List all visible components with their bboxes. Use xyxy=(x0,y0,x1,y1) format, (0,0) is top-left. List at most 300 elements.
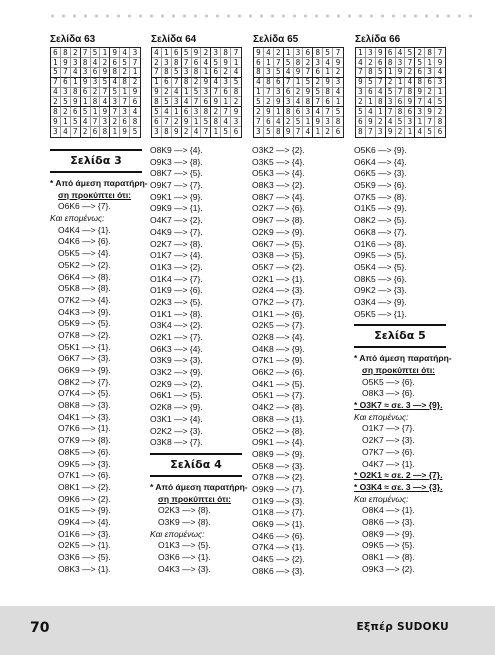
solution-step: O3K2 —> {2}. xyxy=(252,145,305,155)
grid-cell: 6 xyxy=(294,107,304,117)
grid-cell: 8 xyxy=(211,117,221,127)
solution-step: O4K1 —> {5}. xyxy=(252,378,305,389)
solution-step: O8K6 —> {3}. xyxy=(252,565,305,576)
solution-step: O4K9 —> {7}. xyxy=(150,226,203,237)
grid-cell: 7 xyxy=(333,48,343,58)
solution-step: O5K1 —> {7}. xyxy=(252,390,305,401)
solution-step: Και επομένως: xyxy=(50,213,105,224)
solution-block-65 xyxy=(253,34,344,138)
grid-cell: 6 xyxy=(162,78,172,88)
grid-cell: 5 xyxy=(356,107,366,117)
grid-cell: 2 xyxy=(366,58,376,68)
solution-step: O1K9 —> {3}. xyxy=(252,495,305,506)
grid-cell: 6 xyxy=(221,88,231,98)
solution-step: O4K3 —> {3}. xyxy=(158,563,211,574)
grid-cell: 3 xyxy=(61,88,71,98)
grid-cell: 8 xyxy=(120,78,130,88)
grid-cell: 3 xyxy=(303,107,313,117)
solution-step: O8K3 —> {2}. xyxy=(252,180,305,191)
grid-cell: 2 xyxy=(51,97,61,107)
grid-cell: 3 xyxy=(130,48,140,58)
grid-cell: 3 xyxy=(376,127,386,137)
grid-cell: 5 xyxy=(366,78,376,88)
solution-step: * O3K4 ≈ σε. 3 —> {3}. xyxy=(354,481,443,492)
grid-cell: 2 xyxy=(130,78,140,88)
solution-step: O1K3 —> {2}. xyxy=(150,261,203,272)
solution-step: O8K1 —> {8}. xyxy=(362,552,415,562)
grid-cell: 9 xyxy=(284,127,294,137)
grid-cell: 8 xyxy=(192,68,202,78)
solution-step: O2K8 —> {4}. xyxy=(252,332,305,342)
solution-step: O2K4 —> {3}. xyxy=(252,285,305,296)
grid-cell: 2 xyxy=(435,107,445,117)
grid-cell: 4 xyxy=(162,107,172,117)
grid-cell: 8 xyxy=(254,68,264,78)
grid-cell: 1 xyxy=(172,107,182,117)
grid-cell: 3 xyxy=(221,78,231,88)
solution-step: ση προκύπτει ότι: xyxy=(58,189,132,200)
grid-cell: 7 xyxy=(274,58,284,68)
grid-cell: 9 xyxy=(264,107,274,117)
solution-step: O5K5 —> {4}. xyxy=(58,248,111,259)
grid-cell: 3 xyxy=(425,68,435,78)
grid-cell: 7 xyxy=(100,88,110,98)
grid-cell: 2 xyxy=(356,97,366,107)
grid-cell: 4 xyxy=(366,107,376,117)
grid-cell: 8 xyxy=(405,88,415,98)
grid-cell: 2 xyxy=(71,48,81,58)
solution-step: O9K1 —> {9}. xyxy=(150,191,203,202)
grid-cell: 4 xyxy=(415,127,425,137)
grid-cell: 3 xyxy=(264,68,274,78)
grid-cell: 5 xyxy=(172,68,182,78)
grid-cell: 9 xyxy=(294,68,304,78)
solution-step: * Από άμεση παρατήρη- xyxy=(150,481,248,492)
grid-cell: 3 xyxy=(313,58,323,68)
grid-cell: 9 xyxy=(366,117,376,127)
solution-step: O1K9 —> {6}. xyxy=(150,285,203,296)
solution-step: O8K9 —> {4}. xyxy=(150,145,203,155)
grid-cell: 1 xyxy=(415,117,425,127)
grid-cell: 7 xyxy=(130,58,140,68)
grid-cell: 2 xyxy=(172,117,182,127)
solution-step: O4K6 —> {6}. xyxy=(58,236,111,247)
grid-cell: 2 xyxy=(396,127,406,137)
grid-cell: 9 xyxy=(152,88,162,98)
grid-cell: 5 xyxy=(294,117,304,127)
grid-cell: 2 xyxy=(91,88,101,98)
sudoku-grid xyxy=(355,47,446,138)
solution-step: O8K2 —> {5}. xyxy=(354,215,407,226)
solution-step: O8K1 —> {2}. xyxy=(58,481,111,492)
grid-cell: 6 xyxy=(335,127,341,137)
grid-cell: 8 xyxy=(182,78,192,88)
grid-cell: 8 xyxy=(231,88,241,98)
solution-step: O7K4 —> {5}. xyxy=(58,388,111,399)
solution-step: O1K1 —> {6}. xyxy=(252,308,305,319)
grid-cell: 5 xyxy=(231,78,241,88)
grid-cell: 7 xyxy=(303,68,313,78)
grid-cell: 8 xyxy=(425,48,435,58)
grid-cell: 2 xyxy=(294,88,304,98)
grid-cell: 8 xyxy=(415,78,425,88)
grid-cell: 9 xyxy=(100,68,110,78)
grid-cell: 4 xyxy=(294,97,304,107)
grid-cell: 2 xyxy=(323,127,333,137)
grid-cell: 8 xyxy=(130,117,140,127)
grid-cell: 7 xyxy=(211,88,221,98)
grid-cell: 7 xyxy=(162,117,172,127)
grid-cell: 5 xyxy=(264,127,274,137)
solution-step: ση προκύπτει ότι: xyxy=(362,365,436,375)
text-column-3 xyxy=(252,145,344,577)
text-column-2 xyxy=(150,145,248,575)
grid-cell: 4 xyxy=(231,68,241,78)
grid-cell: 6 xyxy=(366,88,376,98)
grid-cell: 6 xyxy=(264,117,274,127)
grid-cell: 6 xyxy=(254,58,264,68)
grid-cell: 3 xyxy=(254,127,264,137)
grid-cell: 6 xyxy=(71,107,81,117)
grid-cell: 4 xyxy=(435,68,445,78)
grid-cell: 7 xyxy=(254,117,264,127)
grid-cell: 8 xyxy=(91,97,101,107)
solution-step: O1K4 —> {7}. xyxy=(150,273,203,284)
grid-cell: 4 xyxy=(274,117,284,127)
grid-cell: 7 xyxy=(366,127,376,137)
grid-cell: 5 xyxy=(110,88,120,98)
grid-cell: 1 xyxy=(61,117,71,127)
solution-step: O7K6 —> {1}. xyxy=(58,423,111,434)
grid-cell: 4 xyxy=(81,117,91,127)
solution-step: O4K1 —> {3}. xyxy=(58,411,111,422)
solution-step: O3K6 —> {1}. xyxy=(158,552,211,562)
solution-step: O6K6 —> {7}. xyxy=(58,201,111,212)
grid-cell: 1 xyxy=(254,88,264,98)
grid-cell: 6 xyxy=(274,78,284,88)
solution-step: O4K8 —> {9}. xyxy=(252,343,305,354)
grid-cell: 3 xyxy=(405,117,415,127)
grid-cell: 8 xyxy=(61,48,71,58)
solution-step: O8K9 —> {9}. xyxy=(362,528,415,539)
grid-cell: 8 xyxy=(386,58,396,68)
grid-cell: 9 xyxy=(396,68,406,78)
grid-cell: 4 xyxy=(356,58,366,68)
solution-step: O2K8 —> {9}. xyxy=(150,402,203,413)
grid-cell: 7 xyxy=(61,68,71,78)
solution-step: O6K4 —> {4}. xyxy=(354,156,407,167)
grid-cell: 5 xyxy=(51,68,61,78)
grid-cell: 1 xyxy=(333,97,343,107)
grid-cell: 4 xyxy=(192,127,202,137)
grid-cell: 4 xyxy=(405,78,415,88)
grid-cell: 6 xyxy=(233,127,239,137)
grid-cell: 4 xyxy=(211,78,221,88)
grid-cell: 7 xyxy=(110,107,120,117)
grid-cell: 1 xyxy=(182,88,192,98)
grid-cell: 9 xyxy=(376,48,386,58)
grid-cell: 7 xyxy=(231,48,241,58)
grid-cell: 6 xyxy=(120,117,130,127)
grid-cell: 4 xyxy=(100,97,110,107)
grid-cell: 7 xyxy=(376,78,386,88)
grid-cell: 7 xyxy=(91,117,101,127)
grid-cell: 9 xyxy=(254,48,264,58)
solution-step: O4K4 —> {1}. xyxy=(58,224,111,235)
grid-cell: 8 xyxy=(51,107,61,117)
solution-step: O9K7 —> {8}. xyxy=(252,215,305,226)
grid-cell: 8 xyxy=(333,117,343,127)
solution-step: O3K8 —> {7}. xyxy=(150,437,203,448)
solution-step: O3K1 —> {4}. xyxy=(150,413,203,424)
grid-cell: 6 xyxy=(81,88,91,98)
grid-cell: 5 xyxy=(284,58,294,68)
grid-cell: 7 xyxy=(396,88,406,98)
grid-cell: 5 xyxy=(201,117,211,127)
solution-step: O9K5 —> {5}. xyxy=(354,250,407,261)
solution-step: O1K5 —> {9}. xyxy=(58,505,111,516)
grid-cell: 2 xyxy=(231,97,241,107)
solution-step: O4K7 —> {2}. xyxy=(150,215,203,226)
solution-step: O5K2 —> {2}. xyxy=(58,259,111,270)
grid-cell: 7 xyxy=(120,97,130,107)
solution-step: O8K8 —> {1}. xyxy=(252,413,305,424)
solution-step: O9K3 —> {8}. xyxy=(150,156,203,167)
grid-title: Σελίδα 66 xyxy=(355,34,401,45)
grid-cell: 7 xyxy=(405,58,415,68)
grid-cell: 3 xyxy=(435,78,445,88)
grid-cell: 3 xyxy=(120,107,130,117)
grid-cell: 7 xyxy=(172,78,182,88)
grid-cell: 3 xyxy=(162,58,172,68)
solution-step: O4K2 —> {8}. xyxy=(252,402,305,413)
solution-step: O6K1 —> {5}. xyxy=(150,390,203,401)
grid-cell: 6 xyxy=(396,97,406,107)
solution-step: O1K6 —> {8}. xyxy=(354,238,407,249)
solution-step: O2K9 —> {2}. xyxy=(150,378,203,389)
solution-step: O9K3 —> {2}. xyxy=(362,563,415,574)
grid-cell: 6 xyxy=(130,97,140,107)
solution-step: O2K7 —> {8}. xyxy=(150,238,203,249)
solution-step: O8K7 —> {5}. xyxy=(150,168,203,179)
grid-cell: 2 xyxy=(274,48,284,58)
grid-cell: 5 xyxy=(221,127,231,137)
grid-cell: 1 xyxy=(264,58,274,68)
solution-step: ση προκύπτει ότι: xyxy=(158,493,232,504)
solution-step: O3K9 —> {3}. xyxy=(150,355,203,366)
solution-step: O8K5 —> {6}. xyxy=(58,446,111,457)
grid-cell: 1 xyxy=(91,107,101,117)
grid-cell: 6 xyxy=(211,68,221,78)
grid-cell: 5 xyxy=(323,48,333,58)
grid-cell: 8 xyxy=(323,88,333,98)
grid-cell: 4 xyxy=(51,88,61,98)
grid-cell: 1 xyxy=(323,68,333,78)
grid-cell: 5 xyxy=(152,107,162,117)
grid-cell: 4 xyxy=(201,58,211,68)
grid-cell: 9 xyxy=(356,78,366,88)
grid-cell: 1 xyxy=(201,68,211,78)
grid-cell: 3 xyxy=(172,97,182,107)
solution-step: O4K5 —> {2}. xyxy=(252,554,305,565)
page-number: 70 xyxy=(30,620,50,636)
grid-cell: 7 xyxy=(71,127,81,137)
grid-cell: 1 xyxy=(130,68,140,78)
grid-cell: 2 xyxy=(386,78,396,88)
solution-step: O1K7 —> {4}. xyxy=(150,250,203,261)
grid-cell: 6 xyxy=(61,78,71,88)
grid-cell: 8 xyxy=(376,97,386,107)
solution-step: O7K4 —> {1}. xyxy=(252,542,305,553)
solution-step: O6K8 —> {7}. xyxy=(354,226,407,237)
grid-cell: 5 xyxy=(435,97,445,107)
grid-cell: 4 xyxy=(254,78,264,88)
grid-cell: 9 xyxy=(182,117,192,127)
grid-cell: 2 xyxy=(81,127,91,137)
grid-cell: 2 xyxy=(303,58,313,68)
grid-cell: 1 xyxy=(425,58,435,68)
solution-step: O5K1 —> {1}. xyxy=(58,341,111,352)
grid-cell: 9 xyxy=(405,97,415,107)
solution-step: Και επομένως: xyxy=(354,411,409,422)
grid-cell: 1 xyxy=(284,48,294,58)
grid-cell: 9 xyxy=(81,78,91,88)
grid-cell: 9 xyxy=(435,58,445,68)
grid-cell: 1 xyxy=(100,48,110,58)
grid-cell: 9 xyxy=(120,127,130,137)
grid-title: Σελίδα 63 xyxy=(50,34,96,45)
grid-cell: 4 xyxy=(376,88,386,98)
grid-cell: 1 xyxy=(313,127,323,137)
grid-cell: 8 xyxy=(162,127,172,137)
grid-cell: 5 xyxy=(120,58,130,68)
grid-cell: 7 xyxy=(294,127,304,137)
solution-step: O1K6 —> {3}. xyxy=(58,528,111,539)
grid-cell: 7 xyxy=(425,117,435,127)
grid-cell: 3 xyxy=(91,78,101,88)
grid-cell: 2 xyxy=(254,107,264,117)
grid-cell: 9 xyxy=(323,78,333,88)
solution-step: O5K7 —> {2}. xyxy=(252,261,305,272)
grid-cell: 9 xyxy=(201,78,211,88)
grid-cell: 3 xyxy=(182,68,192,78)
grid-cell: 3 xyxy=(333,78,343,88)
grid-cell: 9 xyxy=(333,58,343,68)
grid-cell: 4 xyxy=(172,88,182,98)
grid-cell: 9 xyxy=(100,107,110,117)
grid-cell: 4 xyxy=(130,107,140,117)
grid-cell: 9 xyxy=(110,48,120,58)
solution-step: O2K9 —> {9}. xyxy=(252,226,305,237)
solution-step: O2K2 —> {3}. xyxy=(150,425,203,436)
grid-cell: 5 xyxy=(132,127,138,137)
grid-cell: 8 xyxy=(294,58,304,68)
grid-cell: 7 xyxy=(356,68,366,78)
solution-step: O9K5 —> {3}. xyxy=(58,458,111,469)
grid-cell: 4 xyxy=(386,117,396,127)
grid-cell: 3 xyxy=(366,48,376,58)
grid-cell: 9 xyxy=(313,117,323,127)
grid-cell: 7 xyxy=(264,88,274,98)
grid-cell: 5 xyxy=(71,117,81,127)
publication-title: Εξπέρ SUDOKU xyxy=(356,621,449,633)
grid-cell: 4 xyxy=(284,68,294,78)
grid-cell: 5 xyxy=(303,78,313,88)
grid-cell: 6 xyxy=(91,68,101,78)
solution-step: O3K8 —> {5}. xyxy=(252,250,305,261)
sudoku-grid xyxy=(151,47,242,138)
grid-cell: 1 xyxy=(51,58,61,68)
grid-cell: 8 xyxy=(221,48,231,58)
grid-cell: 2 xyxy=(405,68,415,78)
grid-cell: 8 xyxy=(284,107,294,117)
solution-step: O6K9 —> {1}. xyxy=(252,519,305,529)
grid-cell: 6 xyxy=(201,97,211,107)
grid-cell: 8 xyxy=(366,68,376,78)
grid-cell: 1 xyxy=(274,107,284,117)
grid-cell: 8 xyxy=(110,68,120,78)
grid-cell: 3 xyxy=(152,127,162,137)
solution-step: O7K9 —> {8}. xyxy=(58,435,111,446)
solution-step: O2K1 —> {7}. xyxy=(150,332,203,342)
solution-step: O9K9 —> {7}. xyxy=(252,483,305,494)
grid-cell: 4 xyxy=(120,48,130,58)
grid-cell: 7 xyxy=(192,97,202,107)
grid-cell: 2 xyxy=(100,58,110,68)
grid-cell: 4 xyxy=(425,97,435,107)
grid-cell: 1 xyxy=(435,88,445,98)
solution-step: O7K8 —> {2}. xyxy=(58,329,111,340)
grid-cell: 7 xyxy=(152,68,162,78)
grid-cell: 1 xyxy=(376,107,386,117)
solution-step: * Από άμεση παρατήρη- xyxy=(354,353,452,364)
solution-step: O6K7 —> {3}. xyxy=(58,353,111,364)
grid-cell: 6 xyxy=(323,97,333,107)
grid-cell: 8 xyxy=(435,117,445,127)
grid-cell: 4 xyxy=(71,68,81,78)
solution-step: O5K6 —> {9}. xyxy=(354,145,407,155)
solution-step: O3K2 —> {9}. xyxy=(150,367,203,378)
grid-cell: 5 xyxy=(100,78,110,88)
grid-cell: 6 xyxy=(313,68,323,78)
grid-cell: 5 xyxy=(81,107,91,117)
solution-step: O7K8 —> {2}. xyxy=(252,472,305,483)
grid-cell: 3 xyxy=(415,107,425,117)
solution-step: O3K4 —> {9}. xyxy=(354,296,407,307)
grid-cell: 4 xyxy=(61,127,71,137)
grid-cell: 7 xyxy=(201,127,211,137)
grid-cell: 4 xyxy=(264,48,274,58)
grid-cell: 1 xyxy=(81,97,91,107)
solution-step: O5K5 —> {1}. xyxy=(354,308,407,319)
solution-step: O5K4 —> {5}. xyxy=(354,261,407,272)
grid-cell: 6 xyxy=(415,68,425,78)
grid-cell: 1 xyxy=(211,127,221,137)
grid-cell: 6 xyxy=(376,58,386,68)
grid-cell: 5 xyxy=(254,97,264,107)
grid-cell: 5 xyxy=(162,97,172,107)
grid-cell: 3 xyxy=(386,97,396,107)
solution-step: O2K1 —> {1}. xyxy=(252,273,305,284)
grid-cell: 1 xyxy=(192,117,202,127)
grid-title: Σελίδα 64 xyxy=(151,34,197,45)
solution-step: O1K8 —> {7}. xyxy=(252,507,305,518)
grid-cell: 5 xyxy=(192,88,202,98)
solution-step: O6K7 —> {5}. xyxy=(252,238,305,249)
grid-cell: 8 xyxy=(71,88,81,98)
solution-step: O4K6 —> {6}. xyxy=(252,530,305,541)
solution-step: O5K2 —> {8}. xyxy=(252,425,305,436)
